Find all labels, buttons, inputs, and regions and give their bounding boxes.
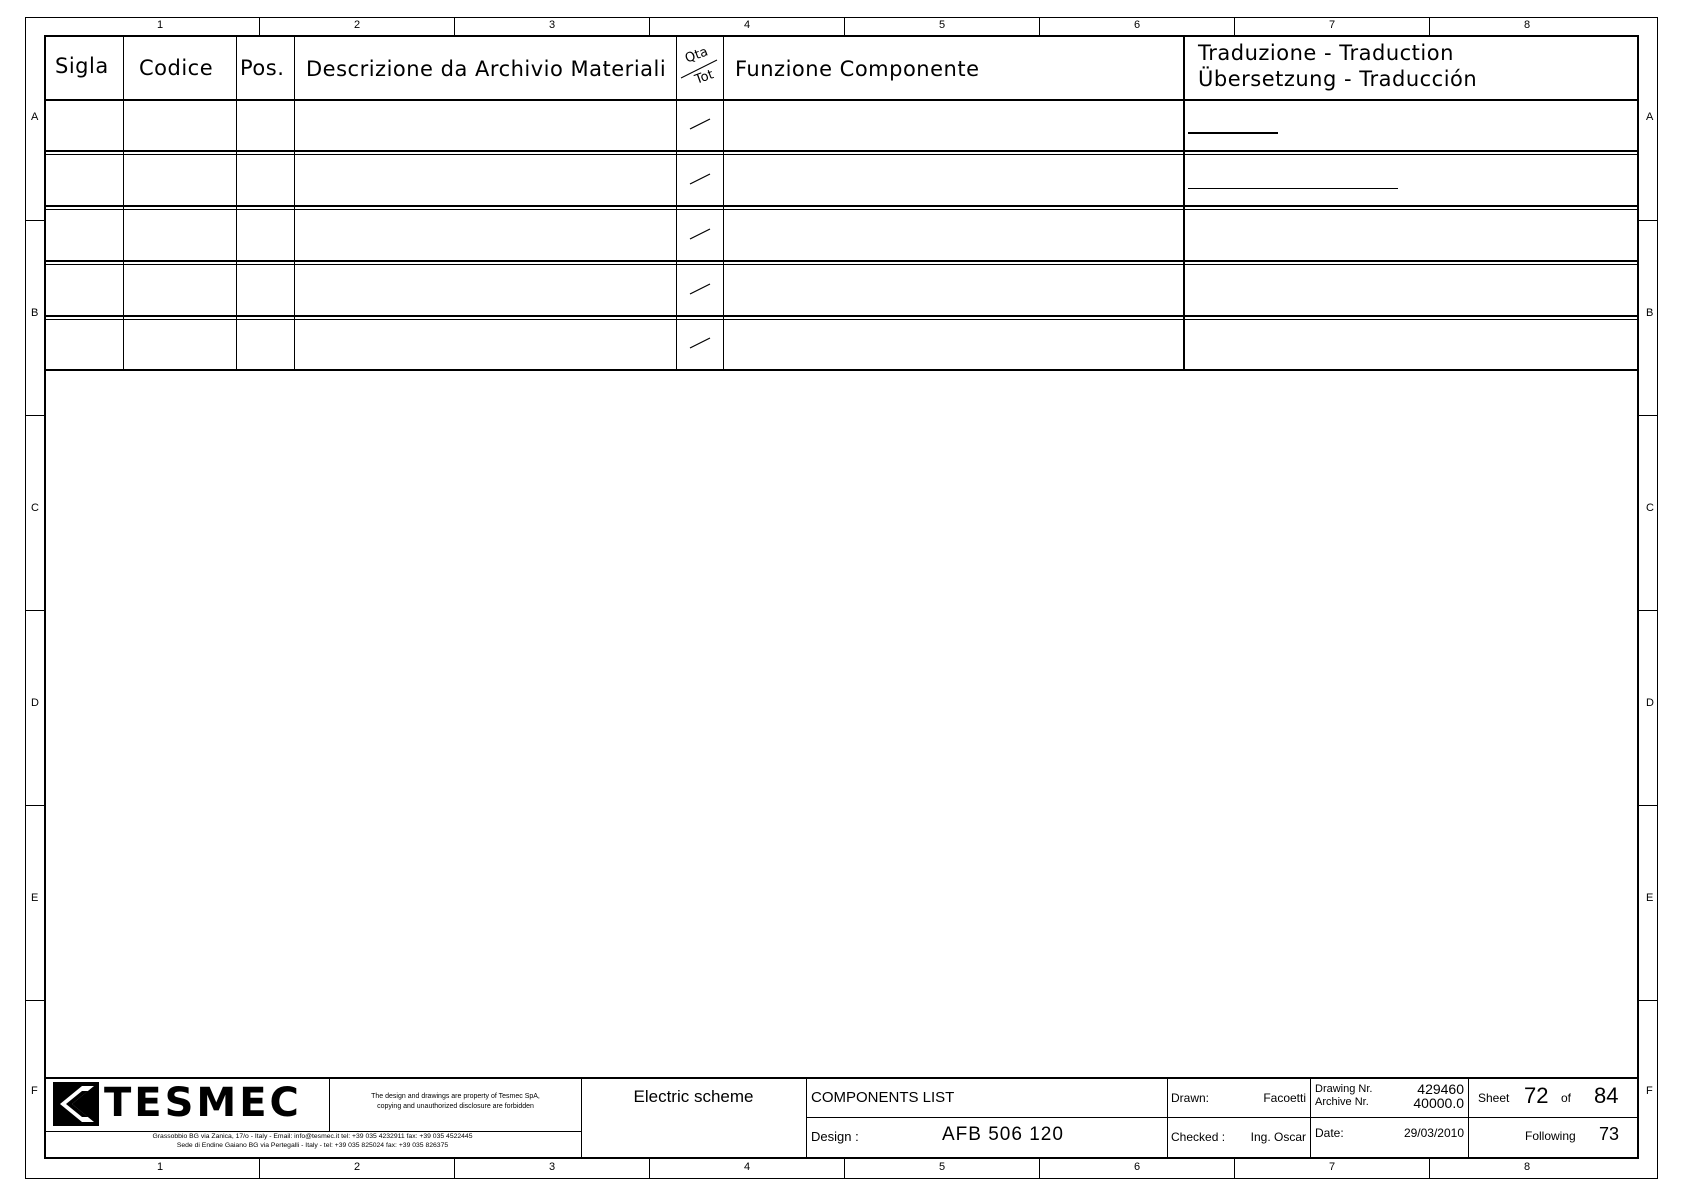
header-codice: Codice bbox=[139, 56, 214, 80]
tesmec-logo-text: TESMEC bbox=[104, 1080, 302, 1126]
zone-col-2-top: 2 bbox=[353, 19, 361, 31]
header-traduzione-line2: Übersetzung - Traducción bbox=[1198, 67, 1478, 91]
row-4-qta-mark bbox=[688, 281, 712, 297]
zone-col-3-bottom: 3 bbox=[548, 1161, 556, 1173]
sheet-label: Sheet bbox=[1478, 1091, 1510, 1105]
checked-label: Checked : bbox=[1171, 1130, 1226, 1144]
zone-row-a-right: A bbox=[1646, 111, 1654, 123]
drawing-nr-label: Drawing Nr. bbox=[1315, 1083, 1373, 1095]
zone-row-b-right: B bbox=[1646, 307, 1654, 319]
of-label: of bbox=[1561, 1091, 1572, 1105]
zone-col-6-top: 6 bbox=[1133, 19, 1141, 31]
zone-col-5-top: 5 bbox=[938, 19, 946, 31]
date-label: Date: bbox=[1315, 1126, 1344, 1140]
following-label: Following bbox=[1525, 1129, 1576, 1143]
total-sheets: 84 bbox=[1594, 1083, 1619, 1108]
checked-value: Ing. Oscar bbox=[1250, 1130, 1306, 1144]
tesmec-logo bbox=[50, 1080, 326, 1128]
row-5-qta-mark bbox=[688, 335, 712, 351]
header-pos: Pos. bbox=[240, 56, 285, 80]
document-title: COMPONENTS LIST bbox=[811, 1089, 955, 1106]
header-qta-divider bbox=[677, 40, 723, 96]
address-line2: Sede di Endine Gaiano BG via Pertegalli - Italy - tel: +39 035 825024 fax: +39 035 826375 bbox=[176, 1142, 449, 1149]
header-qta-tot bbox=[677, 40, 723, 96]
zone-row-b-left: B bbox=[31, 307, 39, 319]
zone-row-e-right: E bbox=[1646, 892, 1654, 904]
tesmec-logo-mark bbox=[52, 1081, 100, 1127]
date-value: 29/03/2010 bbox=[1403, 1126, 1464, 1140]
design-label: Design : bbox=[811, 1129, 859, 1144]
zone-row-a-left: A bbox=[31, 111, 39, 123]
row-2-translation-line bbox=[1188, 188, 1398, 189]
zone-col-7-bottom: 7 bbox=[1328, 1161, 1336, 1173]
archive-nr-label: Archive Nr. bbox=[1315, 1096, 1369, 1108]
header-traduzione-line1: Traduzione - Traduction bbox=[1198, 41, 1454, 65]
copyright-line2: copying and unauthorized disclosure are forbidden bbox=[377, 1103, 534, 1110]
sheet-value: 72 bbox=[1524, 1083, 1549, 1108]
row-3-qta-mark bbox=[688, 226, 712, 242]
header-qta: Qta bbox=[683, 44, 711, 67]
zone-col-1-bottom: 1 bbox=[156, 1161, 164, 1173]
header-funzione: Funzione Componente bbox=[735, 57, 980, 81]
zone-col-1-top: 1 bbox=[156, 19, 164, 31]
zone-col-7-top: 7 bbox=[1328, 19, 1336, 31]
zone-col-5-bottom: 5 bbox=[938, 1161, 946, 1173]
zone-col-4-bottom: 4 bbox=[743, 1161, 751, 1173]
design-value: AFB 506 120 bbox=[942, 1124, 1064, 1145]
header-descrizione bbox=[306, 57, 675, 81]
zone-row-f-left: F bbox=[31, 1085, 38, 1097]
zone-col-6-bottom: 6 bbox=[1133, 1161, 1141, 1173]
copyright-line1: The design and drawings are property of Tesmec SpA, bbox=[371, 1093, 540, 1100]
zone-row-f-right: F bbox=[1646, 1085, 1653, 1097]
row-1-qta-mark bbox=[688, 116, 712, 132]
row-2-qta-mark bbox=[688, 171, 712, 187]
zone-col-8-top: 8 bbox=[1523, 19, 1531, 31]
zone-row-c-right: C bbox=[1646, 502, 1654, 514]
following-value: 73 bbox=[1599, 1124, 1620, 1144]
inner-border bbox=[44, 35, 1639, 1159]
drawn-label: Drawn: bbox=[1171, 1091, 1210, 1105]
zone-row-d-left: D bbox=[31, 697, 39, 709]
zone-col-8-bottom: 8 bbox=[1523, 1161, 1531, 1173]
row-1-translation-line bbox=[1188, 132, 1278, 134]
zone-row-c-left: C bbox=[31, 502, 39, 514]
archive-nr-value: 40000.0 bbox=[1413, 1095, 1464, 1111]
zone-col-4-top: 4 bbox=[743, 19, 751, 31]
drawn-value: Facoetti bbox=[1263, 1091, 1306, 1105]
zone-row-e-left: E bbox=[31, 892, 39, 904]
zone-col-3-top: 3 bbox=[548, 19, 556, 31]
zone-row-d-right: D bbox=[1646, 697, 1654, 709]
zone-col-2-bottom: 2 bbox=[353, 1161, 361, 1173]
drawing-nr-value: 429460 bbox=[1417, 1081, 1464, 1097]
scheme-type: Electric scheme bbox=[633, 1087, 754, 1106]
header-tot: Tot bbox=[693, 67, 716, 88]
header-sigla: Sigla bbox=[55, 54, 109, 78]
address-line1: Grassobbio BG via Zanica, 17/o - Italy - Email: info@tesmec.it tel: +39 035 4232911 fax: +39 035 4522445 bbox=[152, 1133, 473, 1140]
header-descrizione-text: Descrizione da Archivio Materiali bbox=[306, 57, 667, 81]
